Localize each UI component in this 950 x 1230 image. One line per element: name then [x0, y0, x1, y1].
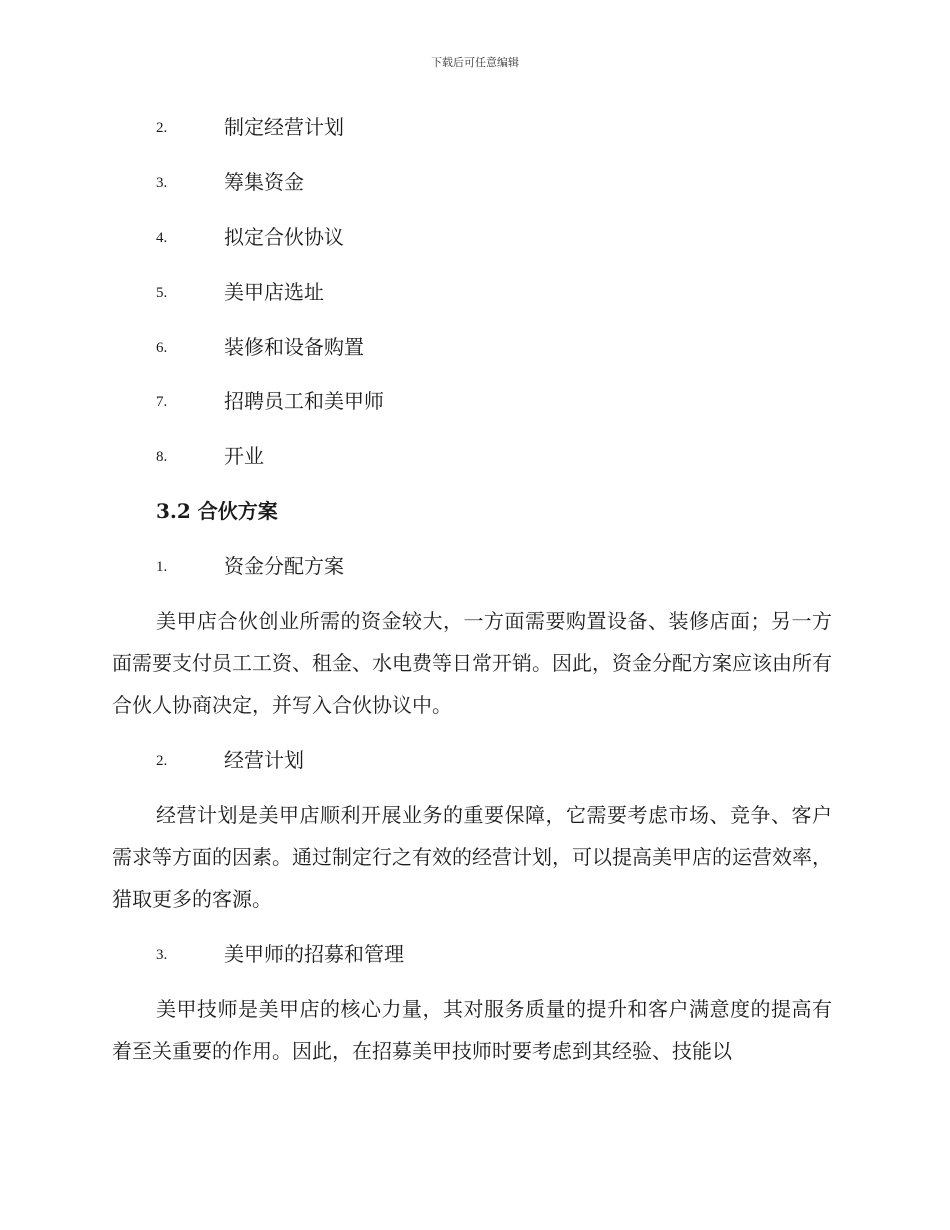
- list-item: [112, 386, 832, 416]
- list-text: 经营计划: [224, 748, 304, 772]
- paragraph: 美甲店合伙创业所需的资金较大，一方面需要购置设备、装修店面；另一方面需要支付员工工资、租金、水电费等日常开销。因此，资金分配方案应该由所有合伙人协商决定，并写入合伙协议中。: [112, 609, 832, 717]
- list-item: [112, 167, 832, 197]
- list-text: 资金分配方案: [224, 554, 344, 578]
- list-number: 5.: [156, 285, 168, 301]
- list-number: 3.: [156, 947, 168, 963]
- list-number: 2.: [156, 753, 168, 769]
- list-item: [112, 222, 832, 252]
- list-number: 3.: [156, 175, 168, 191]
- subsection-title: [112, 551, 832, 581]
- list-number: 7.: [156, 394, 168, 410]
- list-number: 4.: [156, 230, 168, 246]
- list-number: 2.: [156, 120, 168, 136]
- list-text: 招聘员工和美甲师: [224, 389, 384, 413]
- list-text: 开业: [224, 444, 264, 468]
- list-item: [112, 332, 832, 362]
- list-text: 美甲师的招募和管理: [224, 942, 404, 966]
- subsection-title: [112, 939, 832, 969]
- list-text: 拟定合伙协议: [224, 225, 344, 249]
- list-text: 美甲店选址: [224, 280, 324, 304]
- list-number: 1.: [156, 559, 168, 575]
- list-item: [112, 441, 832, 471]
- list-text: 筹集资金: [224, 170, 304, 194]
- list-text: 制定经营计划: [224, 115, 344, 139]
- paragraph: 经营计划是美甲店顺利开展业务的重要保障，它需要考虑市场、竞争、客户需求等方面的因素。通过制定行之有效的经营计划，可以提高美甲店的运营效率，猎取更多的客源。: [112, 803, 832, 911]
- list-number: 8.: [156, 449, 168, 465]
- list-item: [112, 277, 832, 307]
- paragraph: 美甲技师是美甲店的核心力量，其对服务质量的提升和客户满意度的提高有着至关重要的作用。因此，在招募美甲技师时要考虑到其经验、技能以: [112, 997, 832, 1063]
- list-number: 6.: [156, 340, 168, 356]
- subsection-title: [112, 745, 832, 775]
- list-text: 装修和设备购置: [224, 335, 364, 359]
- list-item: [112, 112, 832, 142]
- section-heading: 3.2 合伙方案: [156, 499, 278, 523]
- page-header: 下载后可任意编辑: [431, 56, 519, 69]
